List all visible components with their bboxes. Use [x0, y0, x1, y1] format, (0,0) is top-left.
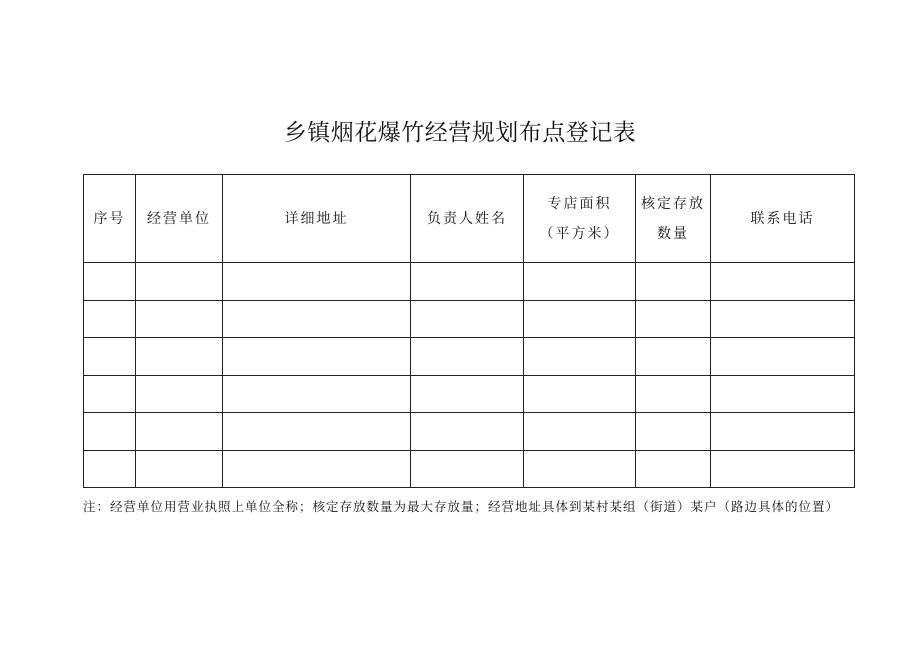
table-cell[interactable] — [524, 263, 636, 301]
column-header-label: 详细地址 — [284, 210, 349, 227]
table-row — [84, 300, 855, 338]
table-cell[interactable] — [84, 300, 136, 338]
column-header-label: 联系电话 — [750, 210, 815, 227]
table-cell[interactable] — [136, 300, 223, 338]
table-cell[interactable] — [711, 375, 855, 413]
table-cell[interactable] — [223, 300, 411, 338]
table-row — [84, 450, 855, 488]
table-cell[interactable] — [524, 375, 636, 413]
table-cell[interactable] — [524, 338, 636, 376]
table-cell[interactable] — [711, 263, 855, 301]
column-header-label: 专店面积 — [547, 195, 612, 212]
table-cell[interactable] — [636, 263, 711, 301]
table-cell[interactable] — [411, 338, 524, 376]
registration-table — [83, 174, 855, 488]
table-cell[interactable] — [711, 300, 855, 338]
table-cell[interactable] — [136, 450, 223, 488]
table-cell[interactable] — [84, 375, 136, 413]
table-cell[interactable] — [223, 263, 411, 301]
column-header-address — [223, 175, 411, 263]
column-header-storage-quantity — [636, 175, 711, 263]
table-cell[interactable] — [411, 375, 524, 413]
table-cell[interactable] — [223, 450, 411, 488]
table-cell[interactable] — [636, 338, 711, 376]
table-cell[interactable] — [136, 338, 223, 376]
table-cell[interactable] — [84, 263, 136, 301]
table-cell[interactable] — [84, 338, 136, 376]
page-title: 乡镇烟花爆竹经营规划布点登记表 — [283, 120, 637, 146]
table-cell[interactable] — [411, 263, 524, 301]
table-cell[interactable] — [136, 375, 223, 413]
table-cell[interactable] — [223, 338, 411, 376]
column-header-label: 核定存放 — [641, 195, 705, 212]
table-cell[interactable] — [636, 413, 711, 451]
table-cell[interactable] — [411, 413, 524, 451]
column-header-business-unit — [136, 175, 223, 263]
column-header-label: 负责人姓名 — [427, 210, 507, 227]
column-header-label: 经营单位 — [147, 210, 211, 227]
table-row — [84, 263, 855, 301]
table-cell[interactable] — [636, 375, 711, 413]
table-cell[interactable] — [636, 450, 711, 488]
table-cell[interactable] — [711, 413, 855, 451]
column-header-shop-area — [524, 175, 636, 263]
table-cell[interactable] — [524, 413, 636, 451]
table-cell[interactable] — [84, 413, 136, 451]
column-header-person-in-charge — [411, 175, 524, 263]
table-cell[interactable] — [524, 300, 636, 338]
table-cell[interactable] — [136, 263, 223, 301]
column-header-serial — [84, 175, 136, 263]
column-header-label-line2: 数量 — [657, 225, 689, 242]
table-row — [84, 338, 855, 376]
table-cell[interactable] — [711, 450, 855, 488]
column-header-label: 序号 — [93, 210, 126, 227]
table-row — [84, 413, 855, 451]
table-cell[interactable] — [136, 413, 223, 451]
table-row — [84, 375, 855, 413]
table-cell[interactable] — [223, 375, 411, 413]
table-cell[interactable] — [84, 450, 136, 488]
table-cell[interactable] — [223, 413, 411, 451]
column-header-unit: （平方米） — [539, 225, 620, 242]
column-header-phone — [711, 175, 855, 263]
table-cell[interactable] — [636, 300, 711, 338]
table-cell[interactable] — [711, 338, 855, 376]
table-header-row — [84, 175, 855, 263]
table-cell[interactable] — [411, 450, 524, 488]
table-cell[interactable] — [524, 450, 636, 488]
footnote: 注：经营单位用营业执照上单位全称；核定存放数量为最大存放量；经营地址具体到某村某组（街道）某户（路边具体的位置） — [83, 499, 840, 514]
table-cell[interactable] — [411, 300, 524, 338]
